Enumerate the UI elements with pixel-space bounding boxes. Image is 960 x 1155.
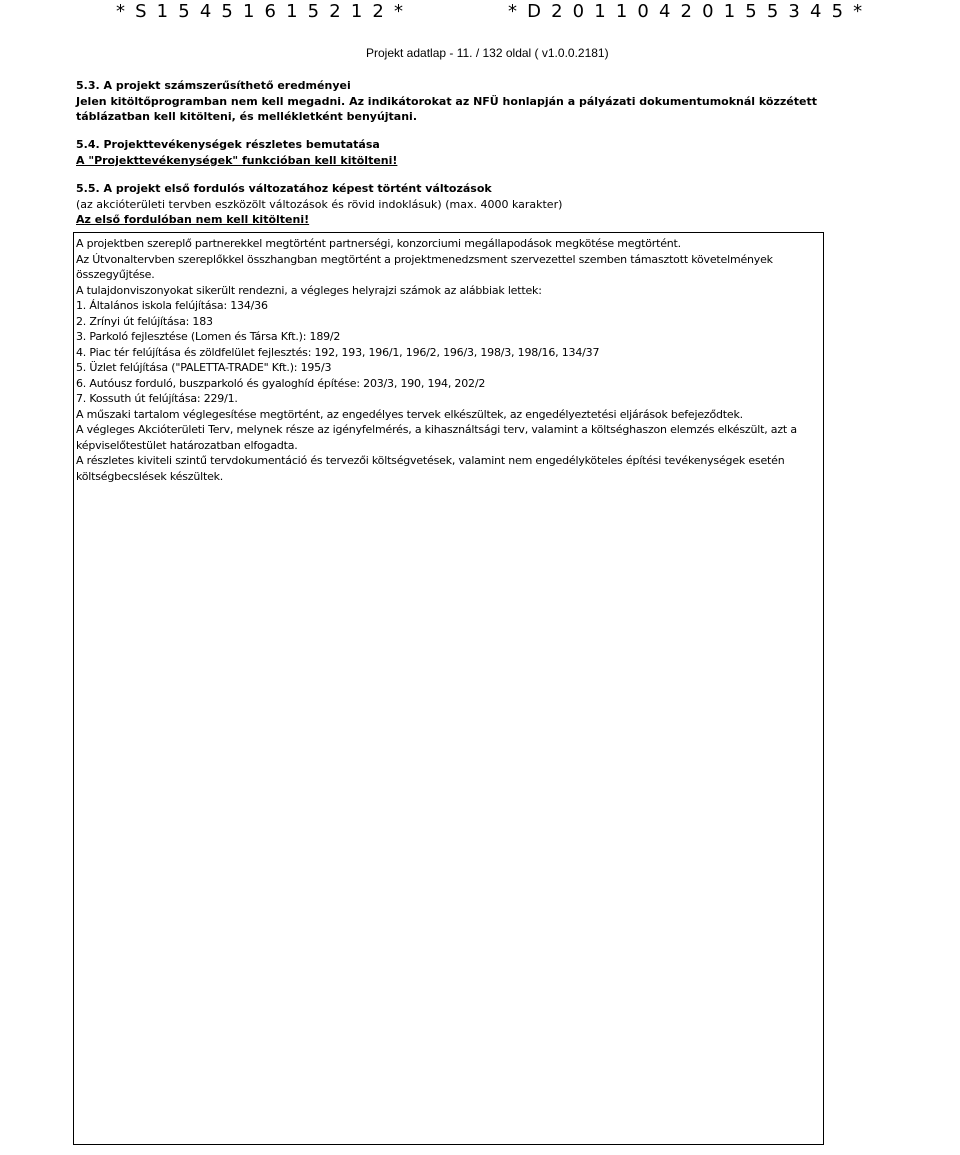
- content-line: Az Útvonaltervben szereplőkkel összhangban megtörtént a projektmenedzsment szervezettel szemben támasztott követelmények: [76, 252, 773, 266]
- section-5-3-line1: Jelen kitöltőprogramban nem kell megadni. Az indikátorokat az NFÜ honlapján a pályázati dokumentumoknál közzétett: [76, 94, 817, 108]
- content-line: 2. Zrínyi út felújítása: 183: [76, 314, 213, 328]
- content-line: A részletes kiviteli szintű tervdokumentáció és tervezői költségvetések, valamint nem engedélyköteles építési tevékenységek esetén: [76, 454, 785, 467]
- section-5-5-title: 5.5. A projekt első fordulós változatához képest történt változások: [76, 182, 492, 195]
- page-info: Projekt adatlap - 11. / 132 oldal ( v1.0.0.2181): [366, 46, 609, 60]
- content-line: összegyűjtése.: [76, 268, 155, 281]
- barcode-right: * D 2 0 1 1 0 4 2 0 1 5 5 3 4 5 *: [508, 1, 865, 22]
- section-5-3-title: 5.3. A projekt számszerűsíthető eredményei: [76, 79, 351, 92]
- content-line: 3. Parkoló fejlesztése (Lomen és Társa Kft.): 189/2: [76, 330, 341, 343]
- changes-text-box: [73, 232, 824, 1145]
- content-line: 1. Általános iskola felújítása: 134/36: [76, 299, 268, 312]
- section-5-5-subtitle: (az akcióterületi tervben eszközölt változások és rövid indoklásuk) (max. 4000 karakter): [76, 197, 563, 211]
- content-line: képviselőtestület határozatban elfogadta.: [76, 438, 298, 452]
- content-line: költségbecslések készültek.: [76, 469, 224, 483]
- content-line: 7. Kossuth út felújítása: 229/1.: [76, 392, 238, 405]
- content-line: A projektben szereplő partnerekkel megtörtént partnerségi, konzorciumi megállapodások megkötése megtörtént.: [76, 237, 681, 250]
- section-5-3: [76, 78, 836, 125]
- section-5-4-note: A "Projekttevékenységek" funkcióban kell kitölteni!: [76, 153, 398, 167]
- content-line: A tulajdonviszonyokat sikerült rendezni, a végleges helyrajzi számok az alábbiak lettek:: [76, 283, 542, 297]
- section-5-5: [76, 181, 836, 228]
- section-5-4: [76, 137, 836, 168]
- barcode-left: * S 1 5 4 5 1 6 1 5 2 1 2 *: [116, 1, 406, 22]
- section-5-4-title: 5.4. Projekttevékenységek részletes bemutatása: [76, 138, 380, 151]
- content-line: 5. Üzlet felújítása ("PALETTA-TRADE" Kft.): 195/3: [76, 361, 332, 374]
- section-5-5-note: Az első fordulóban nem kell kitölteni!: [76, 213, 310, 226]
- content-line: 4. Piac tér felújítása és zöldfelület fejlesztés: 192, 193, 196/1, 196/2, 196/3, 198/3, 198/16, 134/37: [76, 345, 600, 359]
- content-line: A végleges Akcióterületi Terv, melynek része az igényfelmérés, a kihasználtsági terv, valamint a költséghaszon elemzés elkészült, azt a: [76, 423, 797, 436]
- content-line: 6. Autóusz forduló, buszparkoló és gyaloghíd építése: 203/3, 190, 194, 202/2: [76, 376, 486, 390]
- content-line: A műszaki tartalom véglegesítése megtörtént, az engedélyes tervek elkészültek, az engedélyeztetési eljárások befejeződtek.: [76, 407, 743, 421]
- section-5-3-line2: táblázatban kell kitölteni, és mellékletként benyújtani.: [76, 110, 418, 123]
